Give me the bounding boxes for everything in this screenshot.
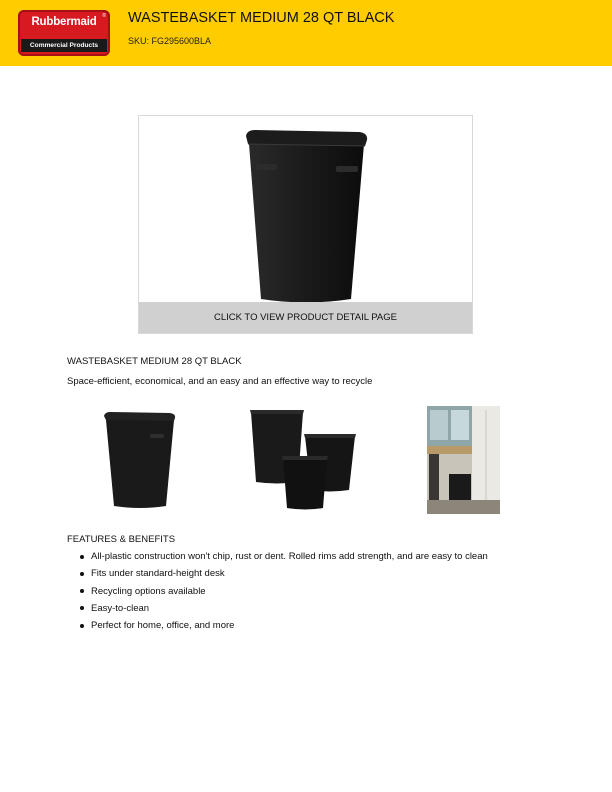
feature-item: Recycling options available <box>78 583 488 600</box>
product-description: Space-efficient, economical, and an easy and an effective way to recycle <box>67 376 373 387</box>
office-scene-thumbnail-icon <box>427 406 500 514</box>
feature-item: Easy-to-clean <box>78 600 488 617</box>
logo-registered-mark: ® <box>102 13 106 19</box>
logo-tagline: Commercial Products <box>21 39 107 52</box>
product-name: WASTEBASKET MEDIUM 28 QT BLACK <box>67 356 242 367</box>
wastebasket-group-thumbnail-icon <box>243 406 359 512</box>
header-bar <box>0 0 612 66</box>
feature-item: Perfect for home, office, and more <box>78 617 488 634</box>
product-sku: SKU: FG295600BLA <box>128 36 212 46</box>
rubbermaid-logo <box>18 10 110 56</box>
hero-product-card[interactable] <box>138 115 473 334</box>
logo-brand: Rubbermaid <box>31 16 97 28</box>
features-title: FEATURES & BENEFITS <box>67 534 176 545</box>
feature-item: Fits under standard-height desk <box>78 565 488 582</box>
wastebasket-icon <box>239 124 374 306</box>
view-product-detail-button[interactable]: CLICK TO VIEW PRODUCT DETAIL PAGE <box>139 302 472 333</box>
page-title: WASTEBASKET MEDIUM 28 QT BLACK <box>128 10 395 26</box>
wastebasket-thumbnail-icon <box>100 410 180 510</box>
features-list <box>78 548 488 634</box>
feature-item: All-plastic construction won't chip, rust or dent. Rolled rims add strength, and are easy to clean <box>78 548 488 565</box>
